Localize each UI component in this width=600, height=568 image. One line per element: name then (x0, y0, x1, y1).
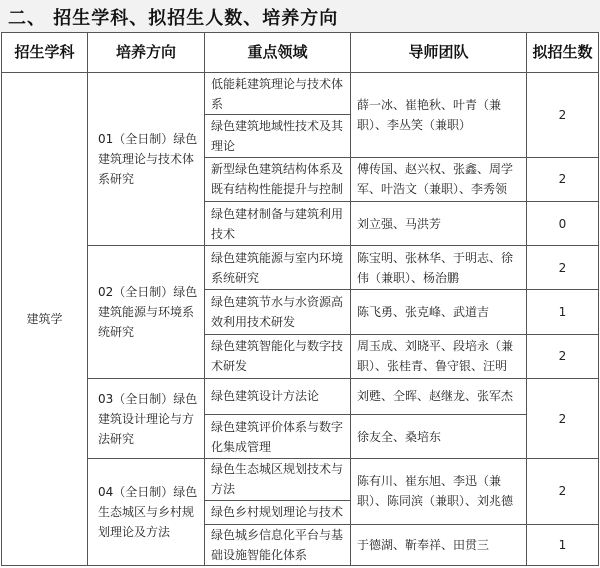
direction-cell: 02（全日制）绿色建筑能源与环境系统研究 (88, 246, 205, 379)
quota-cell: 1 (527, 290, 599, 334)
team-cell: 陈有川、崔东旭、李迅（兼职）、陈同滨（兼职）、刘兆德 (351, 459, 527, 524)
quota-cell: 2 (527, 334, 599, 378)
quota-cell: 1 (527, 524, 599, 565)
direction-cell: 01（全日制）绿色建筑理论与技术体系研究 (88, 73, 205, 246)
area-cell: 绿色建筑节水与水资源高效利用技术研发 (205, 290, 351, 334)
area-cell: 低能耗建筑理论与技术体系 (205, 73, 351, 115)
area-cell: 绿色建筑能源与室内环境系统研究 (205, 246, 351, 290)
team-cell: 周玉成、刘晓平、段培永（兼职）、张桂青、鲁守银、汪明 (351, 334, 527, 378)
area-cell: 绿色建筑地域性技术及其理论 (205, 115, 351, 157)
section-heading: 二、 招生学科、拟招生人数、培养方向 (8, 8, 339, 29)
table-row (2, 378, 599, 414)
quota-cell: 2 (527, 246, 599, 290)
quota-cell: 2 (527, 459, 599, 524)
quota-cell: 2 (527, 157, 599, 201)
quota-cell: 2 (527, 378, 599, 458)
team-cell: 陈宝明、张林华、于明志、徐伟（兼职）、杨治鹏 (351, 246, 527, 290)
header-subject: 招生学科 (2, 33, 88, 73)
area-cell: 绿色生态城区规划技术与方法 (205, 459, 351, 500)
team-cell: 于德湖、靳奉祥、田贯三 (351, 524, 527, 565)
direction-cell: 04（全日制）绿色生态城区与乡村规划理论及方法 (88, 459, 205, 566)
area-cell: 新型绿色建筑结构体系及既有结构性能提升与控制 (205, 157, 351, 201)
header-team: 导师团队 (351, 33, 527, 73)
quota-cell: 0 (527, 201, 599, 245)
area-cell: 绿色乡村规划理论与技术 (205, 500, 351, 524)
area-cell: 绿色建筑设计方法论 (205, 378, 351, 414)
area-cell: 绿色建筑智能化与数字技术研发 (205, 334, 351, 378)
team-cell: 陈飞勇、张克峰、武道吉 (351, 290, 527, 334)
team-cell: 刘甦、仝晖、赵继龙、张军杰 (351, 378, 527, 414)
header-row (2, 33, 599, 73)
table-row (2, 459, 599, 500)
admissions-table (1, 32, 599, 566)
direction-cell: 03（全日制）绿色建筑设计理论与方法研究 (88, 378, 205, 458)
table-row (2, 246, 599, 290)
header-quota: 拟招生数 (527, 33, 599, 73)
header-direction: 培养方向 (88, 33, 205, 73)
team-cell: 傅传国、赵兴权、张鑫、周学军、叶浩文（兼职）、李秀领 (351, 157, 527, 201)
team-cell: 薛一冰、崔艳秋、叶青（兼职）、李丛笑（兼职） (351, 73, 527, 157)
table-row (2, 73, 599, 115)
quota-cell: 2 (527, 73, 599, 157)
team-cell: 刘立强、马洪芳 (351, 201, 527, 245)
header-area: 重点领域 (205, 33, 351, 73)
subject-cell: 建筑学 (2, 73, 88, 566)
area-cell: 绿色建筑评价体系与数字化集成管理 (205, 415, 351, 459)
area-cell: 绿色城乡信息化平台与基础设施智能化体系 (205, 524, 351, 565)
section-heading-bar (0, 0, 600, 32)
area-cell: 绿色建材制备与建筑利用技术 (205, 201, 351, 245)
team-cell: 徐友全、桑培东 (351, 415, 527, 459)
